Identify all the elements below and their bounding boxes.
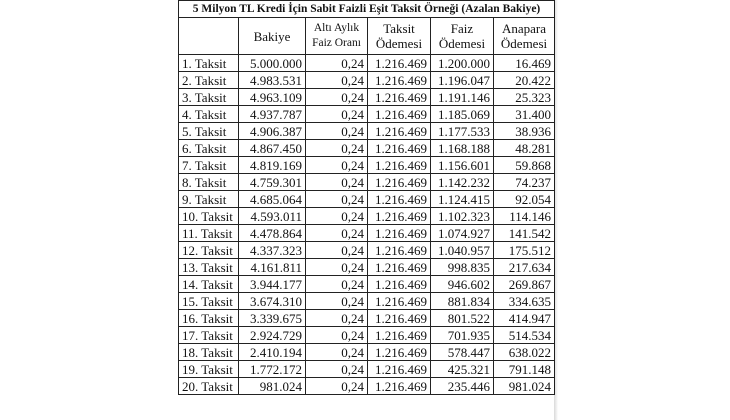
row-label: 6. Taksit xyxy=(179,140,239,157)
rate-cell: 0,24 xyxy=(306,259,368,276)
principal-cell: 38.936 xyxy=(494,123,555,140)
table-row xyxy=(179,174,555,191)
balance-cell: 4.819.169 xyxy=(239,157,306,174)
row-label: 20. Taksit xyxy=(179,378,239,395)
principal-cell: 92.054 xyxy=(494,191,555,208)
header-installment: Taksit Ödemesi xyxy=(368,18,431,55)
balance-cell: 4.759.301 xyxy=(239,174,306,191)
row-label: 17. Taksit xyxy=(179,327,239,344)
row-label: 3. Taksit xyxy=(179,89,239,106)
installment-cell: 1.216.469 xyxy=(368,361,431,378)
rate-cell: 0,24 xyxy=(306,208,368,225)
principal-cell: 791.148 xyxy=(494,361,555,378)
principal-cell: 20.422 xyxy=(494,72,555,89)
table-row xyxy=(179,327,555,344)
row-label: 14. Taksit xyxy=(179,276,239,293)
principal-cell: 74.237 xyxy=(494,174,555,191)
table-title: 5 Milyon TL Kredi İçin Sabit Faizli Eşit Taksit Örneği (Azalan Bakiye) xyxy=(179,1,555,18)
principal-cell: 514.534 xyxy=(494,327,555,344)
principal-cell: 114.146 xyxy=(494,208,555,225)
interest-cell: 1.040.957 xyxy=(431,242,494,259)
interest-cell: 1.102.323 xyxy=(431,208,494,225)
rate-cell: 0,24 xyxy=(306,327,368,344)
installment-cell: 1.216.469 xyxy=(368,225,431,242)
principal-cell: 25.323 xyxy=(494,89,555,106)
header-interest: Faiz Ödemesi xyxy=(431,18,494,55)
principal-cell: 981.024 xyxy=(494,378,555,395)
row-label: 1. Taksit xyxy=(179,55,239,72)
header-rate: Altı Aylık Faiz Oranı xyxy=(306,18,368,55)
table-row xyxy=(179,140,555,157)
rate-cell: 0,24 xyxy=(306,157,368,174)
interest-cell: 1.185.069 xyxy=(431,106,494,123)
row-label: 18. Taksit xyxy=(179,344,239,361)
interest-cell: 1.156.601 xyxy=(431,157,494,174)
loan-table xyxy=(178,0,555,395)
interest-cell: 801.522 xyxy=(431,310,494,327)
installment-cell: 1.216.469 xyxy=(368,106,431,123)
interest-cell: 701.935 xyxy=(431,327,494,344)
header-empty xyxy=(179,18,239,55)
balance-cell: 4.478.864 xyxy=(239,225,306,242)
balance-cell: 4.983.531 xyxy=(239,72,306,89)
rate-cell: 0,24 xyxy=(306,225,368,242)
interest-cell: 1.074.927 xyxy=(431,225,494,242)
principal-cell: 269.867 xyxy=(494,276,555,293)
table-row xyxy=(179,242,555,259)
installment-cell: 1.216.469 xyxy=(368,310,431,327)
balance-cell: 3.339.675 xyxy=(239,310,306,327)
table-row xyxy=(179,123,555,140)
document-page xyxy=(178,0,554,420)
principal-cell: 141.542 xyxy=(494,225,555,242)
installment-cell: 1.216.469 xyxy=(368,378,431,395)
table-row xyxy=(179,310,555,327)
rate-cell: 0,24 xyxy=(306,89,368,106)
installment-cell: 1.216.469 xyxy=(368,191,431,208)
rate-cell: 0,24 xyxy=(306,191,368,208)
row-label: 11. Taksit xyxy=(179,225,239,242)
balance-cell: 4.937.787 xyxy=(239,106,306,123)
rate-cell: 0,24 xyxy=(306,310,368,327)
balance-cell: 1.772.172 xyxy=(239,361,306,378)
rate-cell: 0,24 xyxy=(306,140,368,157)
installment-cell: 1.216.469 xyxy=(368,174,431,191)
principal-cell: 217.634 xyxy=(494,259,555,276)
interest-cell: 1.177.533 xyxy=(431,123,494,140)
table-row xyxy=(179,225,555,242)
interest-cell: 425.321 xyxy=(431,361,494,378)
rate-cell: 0,24 xyxy=(306,55,368,72)
principal-cell: 48.281 xyxy=(494,140,555,157)
rate-cell: 0,24 xyxy=(306,174,368,191)
balance-cell: 2.924.729 xyxy=(239,327,306,344)
interest-cell: 881.834 xyxy=(431,293,494,310)
table-row xyxy=(179,361,555,378)
table-row xyxy=(179,293,555,310)
interest-cell: 1.200.000 xyxy=(431,55,494,72)
installment-cell: 1.216.469 xyxy=(368,123,431,140)
principal-cell: 59.868 xyxy=(494,157,555,174)
rate-cell: 0,24 xyxy=(306,361,368,378)
table-row xyxy=(179,344,555,361)
rate-cell: 0,24 xyxy=(306,106,368,123)
interest-cell: 1.168.188 xyxy=(431,140,494,157)
table-row xyxy=(179,55,555,72)
balance-cell: 4.161.811 xyxy=(239,259,306,276)
table-row xyxy=(179,208,555,225)
rate-cell: 0,24 xyxy=(306,123,368,140)
installment-cell: 1.216.469 xyxy=(368,208,431,225)
principal-cell: 334.635 xyxy=(494,293,555,310)
rate-cell: 0,24 xyxy=(306,344,368,361)
table-row xyxy=(179,106,555,123)
rate-cell: 0,24 xyxy=(306,72,368,89)
table-body xyxy=(179,55,555,395)
balance-cell: 4.685.064 xyxy=(239,191,306,208)
installment-cell: 1.216.469 xyxy=(368,157,431,174)
row-label: 2. Taksit xyxy=(179,72,239,89)
installment-cell: 1.216.469 xyxy=(368,344,431,361)
installment-cell: 1.216.469 xyxy=(368,55,431,72)
rate-cell: 0,24 xyxy=(306,378,368,395)
balance-cell: 2.410.194 xyxy=(239,344,306,361)
balance-cell: 981.024 xyxy=(239,378,306,395)
row-label: 10. Taksit xyxy=(179,208,239,225)
interest-cell: 1.124.415 xyxy=(431,191,494,208)
balance-cell: 4.906.387 xyxy=(239,123,306,140)
rate-cell: 0,24 xyxy=(306,293,368,310)
row-label: 4. Taksit xyxy=(179,106,239,123)
table-row xyxy=(179,191,555,208)
rate-cell: 0,24 xyxy=(306,276,368,293)
row-label: 16. Taksit xyxy=(179,310,239,327)
header-principal: Anapara Ödemesi xyxy=(494,18,555,55)
installment-cell: 1.216.469 xyxy=(368,259,431,276)
interest-cell: 998.835 xyxy=(431,259,494,276)
balance-cell: 4.337.323 xyxy=(239,242,306,259)
installment-cell: 1.216.469 xyxy=(368,293,431,310)
row-label: 15. Taksit xyxy=(179,293,239,310)
principal-cell: 16.469 xyxy=(494,55,555,72)
installment-cell: 1.216.469 xyxy=(368,89,431,106)
balance-cell: 4.593.011 xyxy=(239,208,306,225)
installment-cell: 1.216.469 xyxy=(368,140,431,157)
balance-cell: 3.944.177 xyxy=(239,276,306,293)
interest-cell: 578.447 xyxy=(431,344,494,361)
row-label: 9. Taksit xyxy=(179,191,239,208)
table-row xyxy=(179,259,555,276)
row-label: 5. Taksit xyxy=(179,123,239,140)
balance-cell: 4.867.450 xyxy=(239,140,306,157)
balance-cell: 5.000.000 xyxy=(239,55,306,72)
installment-cell: 1.216.469 xyxy=(368,72,431,89)
principal-cell: 638.022 xyxy=(494,344,555,361)
principal-cell: 175.512 xyxy=(494,242,555,259)
table-row xyxy=(179,89,555,106)
installment-cell: 1.216.469 xyxy=(368,276,431,293)
row-label: 13. Taksit xyxy=(179,259,239,276)
interest-cell: 1.191.146 xyxy=(431,89,494,106)
table-title-row xyxy=(179,1,555,18)
interest-cell: 1.196.047 xyxy=(431,72,494,89)
table-row xyxy=(179,157,555,174)
installment-cell: 1.216.469 xyxy=(368,242,431,259)
table-row xyxy=(179,72,555,89)
principal-cell: 414.947 xyxy=(494,310,555,327)
interest-cell: 235.446 xyxy=(431,378,494,395)
balance-cell: 4.963.109 xyxy=(239,89,306,106)
row-label: 7. Taksit xyxy=(179,157,239,174)
row-label: 19. Taksit xyxy=(179,361,239,378)
row-label: 8. Taksit xyxy=(179,174,239,191)
row-label: 12. Taksit xyxy=(179,242,239,259)
rate-cell: 0,24 xyxy=(306,242,368,259)
header-balance: Bakiye xyxy=(239,18,306,55)
table-row xyxy=(179,276,555,293)
table-header-row xyxy=(179,18,555,55)
interest-cell: 946.602 xyxy=(431,276,494,293)
principal-cell: 31.400 xyxy=(494,106,555,123)
table-row xyxy=(179,378,555,395)
interest-cell: 1.142.232 xyxy=(431,174,494,191)
installment-cell: 1.216.469 xyxy=(368,327,431,344)
balance-cell: 3.674.310 xyxy=(239,293,306,310)
